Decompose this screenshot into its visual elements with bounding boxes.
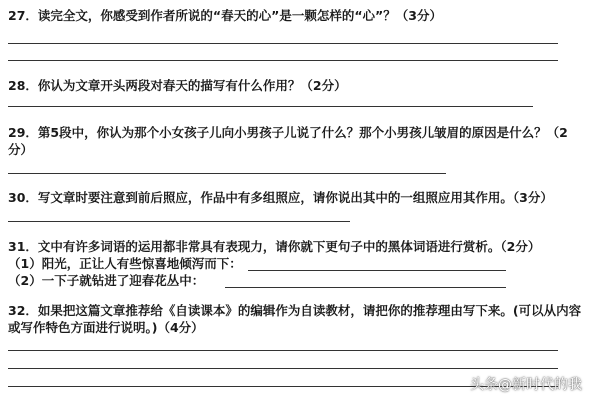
question-32: 32．如果把这篇文章推荐给《自读课本》的编辑作为自读教材，请把你的推荐理由写下来。(可以从内容或写作特色方面进行说明。)（4分） bbox=[8, 303, 582, 335]
answer-line-32a bbox=[8, 350, 558, 351]
answer-line-29 bbox=[8, 173, 446, 174]
question-27: 27．读完全文，你感受到作者所说的“春天的心”是一颗怎样的“心”？（3分） bbox=[8, 8, 442, 23]
answer-line-27a bbox=[8, 43, 558, 44]
question-28: 28．你认为文章开头两段对春天的描写有什么作用？（2分） bbox=[8, 78, 347, 93]
question-29: 29．第5段中，你认为那个小女孩子儿向小男孩子儿说了什么？那个小男孩儿皱眉的原因是什么？（2分） bbox=[8, 125, 568, 157]
watermark: 头条@新时代的我 bbox=[470, 377, 582, 393]
answer-line-31-1 bbox=[248, 270, 506, 271]
question-30: 30．写文章时要注意到前后照应，作品中有多组照应，请你说出其中的一组照应用其作用。（3分） bbox=[8, 190, 553, 205]
question-31-item-2: （2）一下子就钻进了迎春花丛中： bbox=[8, 273, 205, 288]
question-31: 31．文中有许多词语的运用都非常具有表现力，请你就下更句子中的黑体词语进行赏析。（2分） bbox=[8, 239, 541, 254]
answer-line-28 bbox=[8, 106, 533, 107]
question-31-item-1: （1）阳光，正让人有些惊喜地倾泻而下： bbox=[8, 256, 242, 271]
answer-line-30 bbox=[8, 221, 350, 222]
answer-line-27b bbox=[8, 60, 558, 61]
answer-line-31-2 bbox=[225, 287, 506, 288]
answer-line-32b bbox=[8, 368, 558, 369]
